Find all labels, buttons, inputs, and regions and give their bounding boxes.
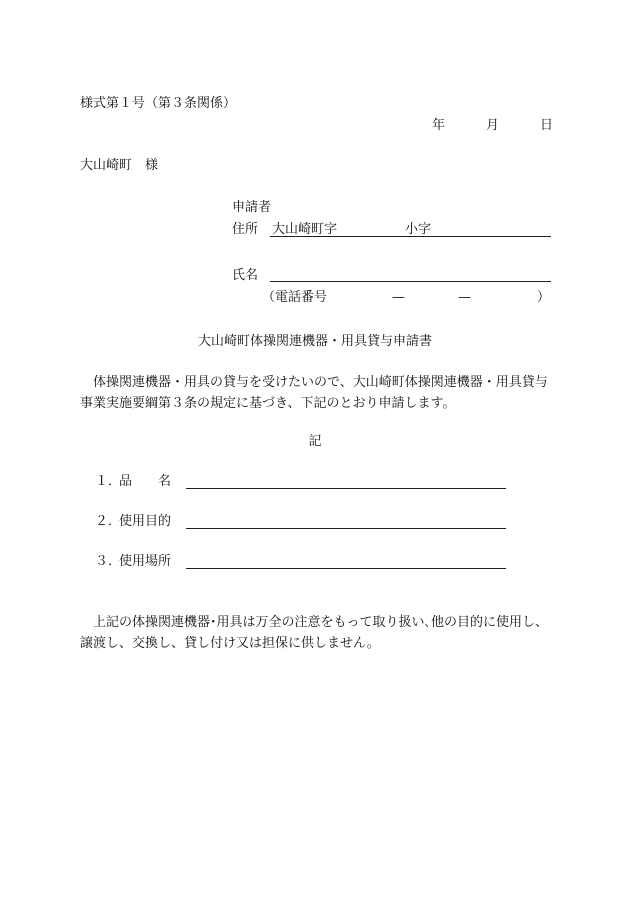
body-paragraph: 体操関連機器・用具の貸与を受けたいので、大山崎町体操関連機器・用具貸与事業実施要綱第３条の規定に基づき、下記のとおり申請します。	[80, 375, 548, 411]
phone-open: （電話番号	[262, 290, 328, 305]
name-underline	[270, 281, 551, 282]
date-year-label: 年	[432, 118, 446, 133]
item-3-label: 使用場所	[119, 554, 172, 569]
address-underline	[270, 236, 551, 237]
item-3-underline	[186, 568, 506, 569]
name-label: 氏名	[232, 268, 259, 283]
phone-dash-2: —	[458, 290, 471, 305]
date-day-label: 日	[540, 118, 554, 133]
document-title: 大山崎町体操関連機器・用具貸与申請書	[197, 334, 432, 349]
address-koaza: 小字	[405, 222, 432, 237]
date-month-label: 月	[486, 118, 500, 133]
addressee: 大山崎町 様	[80, 158, 159, 173]
applicant-heading: 申請者	[232, 200, 272, 215]
item-2-number: ２．	[95, 514, 122, 529]
phone-close: ）	[537, 290, 551, 305]
address-town: 大山崎町字	[272, 222, 338, 237]
item-3-number: ３．	[95, 554, 122, 569]
item-1-number: １．	[95, 474, 122, 489]
item-2-underline	[186, 528, 506, 529]
item-2-label: 使用目的	[119, 514, 172, 529]
address-label: 住所	[232, 222, 259, 237]
ki-marker: 記	[308, 434, 322, 449]
item-1-underline	[186, 488, 506, 489]
footer-paragraph: 上記の体操関連機器･用具は万全の注意をもって取り扱い､他の目的に使用し、譲渡し、交換し、貸し付け又は担保に供しません。	[80, 615, 549, 651]
form-number: 様式第１号（第３条関係）	[80, 96, 237, 111]
item-1-label: 品 名	[119, 474, 172, 489]
phone-dash-1: —	[392, 290, 405, 305]
